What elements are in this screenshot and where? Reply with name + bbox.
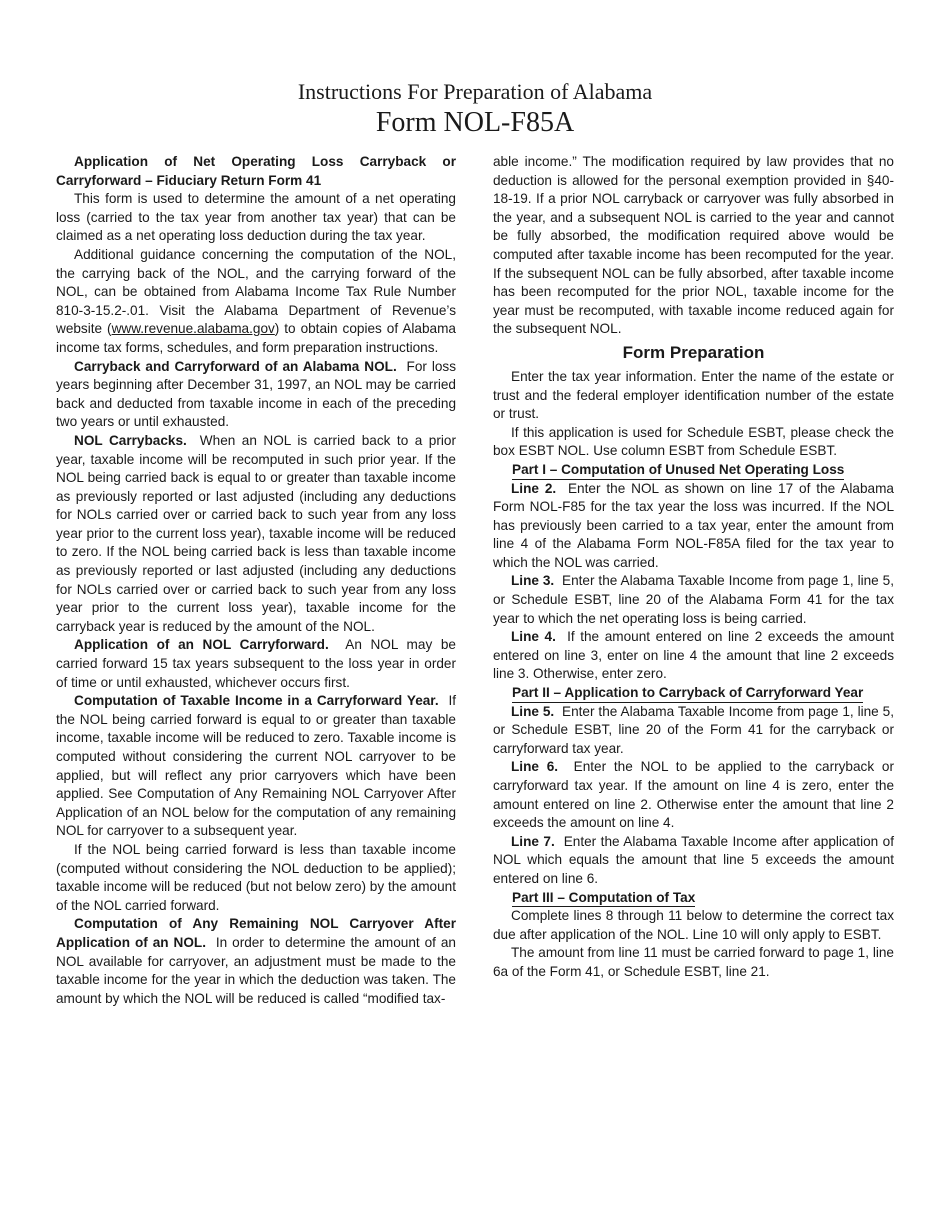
- instruction-line-6: [493, 758, 894, 832]
- part2-heading: Part II – Application to Carryback of Carryforward Year: [512, 684, 863, 703]
- text-run: When an NOL is carried back to a prior year, taxable income will be recomputed in such prior year. If the NOL being carried back is equal to or greater than taxable income as previously reported or last adjusted (including any deductions for NOLs carried over or carried back to such year from any loss year prior to the current loss year), taxable income will be reduced to zero. If the NOL being carried back is less than taxable income as previously reported or last adjusted (including any deductions for NOLs carried over or carried back to such year from any loss year prior to the current loss year), taxable income for the carryback year is reduced by the amount of the NOL.: [56, 432, 457, 634]
- paragraph-nol-carryforward: [56, 636, 456, 692]
- paragraph-remaining-carryover: [56, 915, 456, 1008]
- paragraph-esbt: If this application is used for Schedule ESBT, please check the box ESBT NOL. Use column ESBT from Schedule ESBT.: [493, 424, 894, 459]
- left-column: [56, 153, 456, 1008]
- paragraph-additional-guidance: [56, 246, 456, 358]
- line-label: Line 6.: [511, 759, 559, 775]
- page-title-line1: Instructions For Preparation of Alabama: [297, 79, 653, 104]
- line-label: Line 5.: [511, 703, 555, 719]
- line-label: Line 2.: [511, 480, 557, 496]
- text-run: Additional guidance concerning the computation of the NOL, the carrying back of the NOL, and the carrying forward of the NOL, can be obtained from Alabama Income Tax Rule Number 810-3-15.2-.01. Visit the Alabama Department of Revenue’s website (: [56, 246, 456, 337]
- paragraph-modified-taxable-income: able income.” The modification required by law provides that no deduction is allowed for the personal exemption provided in §40-18-19. If a prior NOL carryback or carryover was fully absorbed in the year, and a subsequent NOL is carried to the year and cannot be fully absorbed, the modification required above would be computed after taxable income has been recomputed for the year. If the subsequent NOL can be fully absorbed, after taxable income has been recomputed for the prior NOL, taxable income for the year must be recomputed, with taxable income reduced again for the subsequent NOL.: [493, 154, 894, 337]
- text-run: Enter the Alabama Taxable Income from page 1, line 5, or Schedule ESBT, line 20 of the Alabama Form 41 for the tax year to which the net operating loss is being carried.: [493, 573, 894, 626]
- right-column: [493, 153, 894, 982]
- text-run: In order to determine the amount of an NOL available for carryover, an adjustment must be made to the taxable income for the year in which the deduction was taken. The amount by which the NOL will be reduced is called “modified tax-: [56, 934, 456, 1006]
- text-run: If the NOL being carried forward is equal to or greater than taxable income, taxable income will be reduced to zero. Taxable income is computed without considering the current NOL carryover to be applied, but will reflect any prior carryovers which have been applied. See Computation of Any Remaining NOL Carryover After Application of an NOL below for the computation of any remaining NOL for carryover to a subsequent year.: [56, 693, 456, 839]
- instruction-line-7: [493, 833, 894, 889]
- paragraph-part3-carry-forward: The amount from line 11 must be carried forward to page 1, line 6a of the Form 41, or Schedule ESBT, line 21.: [493, 945, 894, 979]
- text-run: Enter the NOL to be applied to the carryback or carryforward tax year. If the amount on line 4 is zero, enter the amount entered on line 2. Otherwise enter the amount that line 2 exceeds the amount on line 4.: [493, 759, 894, 831]
- run-in-heading: Computation of Any Remaining NOL Carryover After Application of an NOL.: [56, 916, 456, 950]
- part3-heading-wrap: [493, 889, 894, 908]
- text-run: For loss years beginning after December 31, 1997, an NOL may be carried back and deducted from taxable income in each of the preceding two years or until exhausted.: [56, 358, 456, 430]
- instruction-line-4: [493, 628, 894, 684]
- section-heading-application: [56, 153, 456, 190]
- paragraph-nol-less-than-income: If the NOL being carried forward is less than taxable income (computed without considering the NOL deduction to be applied); taxable income will be reduced (but not below zero) by the amount of the NOL carried forward.: [56, 841, 456, 913]
- paragraph-taxable-income-carryforward: [56, 692, 456, 841]
- paragraph-form-purpose: This form is used to determine the amount of a net operating loss (carried to the tax year from another tax year) that can be claimed as a net operating loss deduction during the tax year.: [56, 191, 456, 244]
- text-run: ) to obtain copies of Alabama income tax forms, schedules, and form preparation instructions.: [56, 321, 456, 355]
- instruction-line-2: [493, 480, 894, 573]
- line-label: Line 7.: [511, 833, 555, 849]
- text-run: Enter the NOL as shown on line 17 of the Alabama Form NOL-F85 for the tax year the loss was incurred. If the NOL has previously been carried to a tax year, enter the amount from line 4 of the Alabama Form NOL-F85A filed for the tax year to which the NOL was carried.: [493, 480, 894, 570]
- text-run: If the amount entered on line 2 exceeds the amount entered on line 3, enter on line 4 the amount that line 2 exceeds line 3. Otherwise, enter zero.: [493, 629, 894, 682]
- part1-heading: Part I – Computation of Unused Net Operating Loss: [512, 461, 844, 480]
- part3-heading: Part III – Computation of Tax: [512, 889, 695, 908]
- part1-heading-wrap: [493, 461, 894, 480]
- run-in-heading: NOL Carrybacks.: [74, 432, 187, 448]
- page-title-form: Form NOL-F85A: [375, 107, 575, 138]
- paragraph-carryback-carryforward: [56, 358, 456, 432]
- form-preparation-heading: Form Preparation: [622, 342, 765, 362]
- line-label: Line 4.: [511, 629, 556, 645]
- paragraph-part3-complete: Complete lines 8 through 11 below to determine the correct tax due after application of the NOL. Line 10 will only apply to ESBT.: [493, 908, 894, 942]
- run-in-heading: Carryback and Carryforward of an Alabama NOL.: [74, 358, 397, 374]
- paragraph-tax-year-info: Enter the tax year information. Enter the name of the estate or trust and the federal employer identification number of the estate or trust.: [493, 368, 894, 422]
- line-label: Line 3.: [511, 573, 555, 589]
- text-run: Enter the Alabama Taxable Income after application of NOL which equals the amount that line 5 exceeds the amount entered on line 6.: [493, 833, 895, 886]
- run-in-heading: Application of an NOL Carryforward.: [74, 637, 329, 653]
- heading-text: Application of Net Operating Loss Carryback or Carryforward – Fiduciary Return Form 41: [56, 154, 456, 188]
- instruction-line-3: [493, 572, 894, 628]
- paragraph-nol-carrybacks: [56, 432, 456, 637]
- text-run: Enter the Alabama Taxable Income from page 1, line 5, or Schedule ESBT, line 20 of the Form 41 for the carryback or carryforward tax year.: [493, 703, 894, 756]
- revenue-website-link[interactable]: www.revenue.alabama.gov: [111, 321, 275, 337]
- run-in-heading: Computation of Taxable Income in a Carryforward Year.: [74, 693, 439, 709]
- text-run: An NOL may be carried forward 15 tax years subsequent to the loss year in order of time or until exhausted, whichever occurs first.: [56, 637, 456, 690]
- instruction-line-5: [493, 703, 894, 759]
- part2-heading-wrap: [493, 684, 894, 703]
